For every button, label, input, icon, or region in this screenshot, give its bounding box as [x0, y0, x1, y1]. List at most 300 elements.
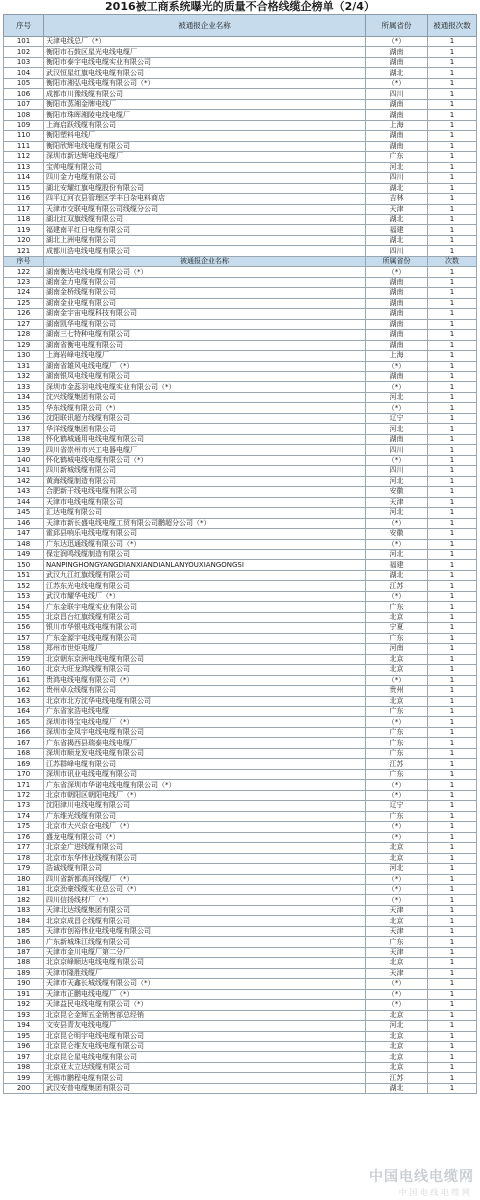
row-province: 湖北	[366, 183, 428, 193]
row-count: 1	[428, 790, 477, 800]
row-count: 1	[428, 832, 477, 842]
row-count: 1	[428, 665, 477, 675]
table-row	[4, 790, 477, 800]
row-company-name: 深圳市金凤宇电线电缆有限公司	[44, 727, 366, 737]
row-province: （*）	[366, 591, 428, 601]
row-count: 1	[428, 309, 477, 319]
row-number: 167	[4, 738, 44, 748]
row-company-name: 湖北红双旗线缆有限公司	[44, 214, 366, 224]
row-count: 1	[428, 131, 477, 141]
row-number: 200	[4, 1083, 44, 1093]
row-count: 1	[428, 225, 477, 235]
table-header-row	[4, 15, 477, 37]
row-number: 173	[4, 801, 44, 811]
row-province: 广东	[366, 811, 428, 821]
row-company-name: 天津电线总厂（*）	[44, 37, 366, 47]
row-province: 辽宁	[366, 413, 428, 423]
row-company-name: 武汉恒星红旗电线电缆有限公司	[44, 68, 366, 78]
row-company-name: 上海岩峰电线电缆厂	[44, 351, 366, 361]
row-count: 1	[428, 916, 477, 926]
row-company-name: 江苏群峰电缆有限公司	[44, 759, 366, 769]
row-province: 湖南	[366, 340, 428, 350]
row-province: 天津	[366, 926, 428, 936]
row-count: 1	[428, 1062, 477, 1072]
row-count: 1	[428, 37, 477, 47]
row-count: 1	[428, 1000, 477, 1010]
row-province: 辽宁	[366, 801, 428, 811]
row-company-name: 北京昆仑金辉五金销售部总经销	[44, 1010, 366, 1020]
row-count: 1	[428, 769, 477, 779]
row-number: 115	[4, 183, 44, 193]
row-number: 107	[4, 99, 44, 109]
row-province: 四川	[366, 445, 428, 455]
row-province: 湖南	[366, 434, 428, 444]
row-count: 1	[428, 319, 477, 329]
row-count: 1	[428, 884, 477, 894]
row-number: 156	[4, 623, 44, 633]
row-company-name: 怀化鹤城通用电线电缆有限公司	[44, 434, 366, 444]
row-number: 171	[4, 780, 44, 790]
row-province: （*）	[366, 37, 428, 47]
table-row	[4, 864, 477, 874]
row-company-name: 湖南凯华电缆有限公司	[44, 319, 366, 329]
row-count: 1	[428, 707, 477, 717]
row-province: 广东	[366, 769, 428, 779]
row-province: 河北	[366, 549, 428, 559]
row-number: 178	[4, 853, 44, 863]
table-row	[4, 288, 477, 298]
row-count: 1	[428, 424, 477, 434]
row-company-name: 天津北达线缆集团有限公司	[44, 905, 366, 915]
table-row	[4, 152, 477, 162]
table-row	[4, 413, 477, 423]
row-count: 1	[428, 340, 477, 350]
row-number: 157	[4, 633, 44, 643]
row-count: 1	[428, 1042, 477, 1052]
header-province: 所属省份	[366, 15, 428, 37]
row-province: 湖南	[366, 131, 428, 141]
row-company-name: 天津市天鑫长城线缆有限公司（*）	[44, 979, 366, 989]
row-number: 189	[4, 968, 44, 978]
row-number: 175	[4, 822, 44, 832]
table-row	[4, 884, 477, 894]
row-number: 153	[4, 591, 44, 601]
header-company: 被通报企业名称	[44, 15, 366, 37]
table-row	[4, 958, 477, 968]
row-number: 192	[4, 1000, 44, 1010]
row-company-name: 被通报企业名称	[44, 256, 366, 266]
row-count: 1	[428, 518, 477, 528]
row-company-name: 深圳市得宝电线电缆厂（*）	[44, 717, 366, 727]
row-province: （*）	[366, 267, 428, 277]
row-company-name: 深圳市顺龙发电线电缆有限公司	[44, 748, 366, 758]
row-count: 1	[428, 1083, 477, 1093]
table-row	[4, 1083, 477, 1093]
row-number: 161	[4, 675, 44, 685]
row-number: 196	[4, 1042, 44, 1052]
row-company-name: 天津市创裕伟业电线电缆有限公司	[44, 926, 366, 936]
table-row	[4, 1010, 477, 1020]
row-number: 141	[4, 466, 44, 476]
row-number: 174	[4, 811, 44, 821]
row-province: 湖北	[366, 235, 428, 245]
row-province: 所属省份	[366, 256, 428, 266]
table-row	[4, 68, 477, 78]
row-province: 湖南	[366, 288, 428, 298]
row-province: 湖南	[366, 99, 428, 109]
row-company-name: 湖南金力电缆有限公司	[44, 277, 366, 287]
table-row	[4, 727, 477, 737]
table-row	[4, 267, 477, 277]
row-company-name: 深圳市讯业电线电缆有限公司	[44, 769, 366, 779]
row-number: 145	[4, 508, 44, 518]
row-count: 1	[428, 298, 477, 308]
row-count: 1	[428, 968, 477, 978]
row-company-name: 广东省深圳市华诺电线电缆有限公司（*）	[44, 780, 366, 790]
row-number: 197	[4, 1052, 44, 1062]
row-number: 111	[4, 141, 44, 151]
row-province: 湖南	[366, 309, 428, 319]
row-province: 天津	[366, 968, 428, 978]
row-count: 1	[428, 696, 477, 706]
row-number: 134	[4, 392, 44, 402]
row-number: 159	[4, 654, 44, 664]
row-province: 湖南	[366, 47, 428, 57]
row-number: 142	[4, 476, 44, 486]
table-row	[4, 120, 477, 130]
row-number: 180	[4, 874, 44, 884]
row-count: 1	[428, 403, 477, 413]
table-row	[4, 518, 477, 528]
table-row	[4, 173, 477, 183]
row-number: 186	[4, 937, 44, 947]
table-row	[4, 382, 477, 392]
row-count: 1	[428, 843, 477, 853]
table-row	[4, 748, 477, 758]
table-row	[4, 319, 477, 329]
table-row	[4, 612, 477, 622]
row-province: 北京	[366, 1042, 428, 1052]
row-number: 162	[4, 686, 44, 696]
row-company-name: 北京市东华伟业线缆有限公司	[44, 853, 366, 863]
row-company-name: 霍邱县响乐电线电缆有限公司	[44, 529, 366, 539]
row-number: 169	[4, 759, 44, 769]
row-number: 163	[4, 696, 44, 706]
row-number: 121	[4, 246, 44, 256]
row-number: 152	[4, 581, 44, 591]
row-count: 1	[428, 570, 477, 580]
row-count: 1	[428, 591, 477, 601]
row-company-name: 湖南三七特种电缆有限公司	[44, 330, 366, 340]
row-province: （*）	[366, 78, 428, 88]
row-count: 1	[428, 549, 477, 559]
row-province: 四川	[366, 173, 428, 183]
row-province: （*）	[366, 1000, 428, 1010]
row-company-name: 衡阳市石鼓区星光电线电缆厂	[44, 47, 366, 57]
table-row	[4, 214, 477, 224]
row-province: 江苏	[366, 759, 428, 769]
row-province: 河南	[366, 644, 428, 654]
table-row	[4, 832, 477, 842]
row-province: （*）	[366, 361, 428, 371]
row-company-name: 天津市正鹏电线电缆厂（*）	[44, 989, 366, 999]
row-count: 次数	[428, 256, 477, 266]
row-province: 北京	[366, 916, 428, 926]
table-row	[4, 654, 477, 664]
row-number: 158	[4, 644, 44, 654]
table-row	[4, 47, 477, 57]
row-province: 天津	[366, 947, 428, 957]
table-row	[4, 162, 477, 172]
row-number: 184	[4, 916, 44, 926]
table-row	[4, 633, 477, 643]
row-count: 1	[428, 1031, 477, 1041]
row-number: 164	[4, 707, 44, 717]
row-company-name: 广东维光线缆有限公司	[44, 811, 366, 821]
table-row	[4, 759, 477, 769]
row-count: 1	[428, 361, 477, 371]
row-count: 1	[428, 644, 477, 654]
table-row	[4, 665, 477, 675]
row-number: 194	[4, 1021, 44, 1031]
row-province: 湖北	[366, 214, 428, 224]
table-row	[4, 1021, 477, 1031]
row-number: 138	[4, 434, 44, 444]
row-number: 190	[4, 979, 44, 989]
row-count: 1	[428, 759, 477, 769]
watermark-logo: 中国电线电缆网	[369, 1169, 474, 1185]
row-count: 1	[428, 581, 477, 591]
row-count: 1	[428, 277, 477, 287]
row-count: 1	[428, 162, 477, 172]
row-province: 湖南	[366, 372, 428, 382]
table-row	[4, 277, 477, 287]
row-number: 109	[4, 120, 44, 130]
table-row	[4, 246, 477, 256]
row-province: 北京	[366, 1010, 428, 1020]
row-count: 1	[428, 214, 477, 224]
row-province: 宁夏	[366, 623, 428, 633]
row-count: 1	[428, 110, 477, 120]
page-title: 2016被工商系统曝光的质量不合格线缆企榜单（2/4）	[105, 0, 375, 13]
row-company-name: 宝帅电缆有限公司	[44, 162, 366, 172]
row-company-name: 四川省崇州市兴工电器电缆厂	[44, 445, 366, 455]
row-number: 116	[4, 194, 44, 204]
row-number: 146	[4, 518, 44, 528]
table-row	[4, 309, 477, 319]
row-company-name: 四川省新都高河线缆厂（*）	[44, 874, 366, 884]
row-province: 广东	[366, 748, 428, 758]
row-province: 河北	[366, 508, 428, 518]
row-count: 1	[428, 937, 477, 947]
table-row	[4, 937, 477, 947]
row-count: 1	[428, 141, 477, 151]
row-number: 147	[4, 529, 44, 539]
company-table	[3, 14, 477, 1094]
table-row	[4, 508, 477, 518]
row-number: 101	[4, 37, 44, 47]
row-number: 172	[4, 790, 44, 800]
row-company-name: 深圳市金蕊羽电线电缆实业有限公司（*）	[44, 382, 366, 392]
table-row	[4, 968, 477, 978]
table-row	[4, 874, 477, 884]
row-number: 144	[4, 497, 44, 507]
row-number: 148	[4, 539, 44, 549]
table-row	[4, 989, 477, 999]
row-count: 1	[428, 895, 477, 905]
table-row	[4, 57, 477, 67]
table-row	[4, 487, 477, 497]
row-count: 1	[428, 822, 477, 832]
row-number: 133	[4, 382, 44, 392]
row-company-name: 湖南省衡电电缆有限公司	[44, 340, 366, 350]
table-row	[4, 372, 477, 382]
table-row	[4, 497, 477, 507]
row-number: 108	[4, 110, 44, 120]
row-company-name: 衡阳市泰宇电线电缆实业有限公司	[44, 57, 366, 67]
row-company-name: 衡阳市珠晖湘陵电线电缆厂	[44, 110, 366, 120]
row-province: （*）	[366, 989, 428, 999]
table-row	[4, 204, 477, 214]
table-row	[4, 822, 477, 832]
table-row	[4, 351, 477, 361]
table-row	[4, 78, 477, 88]
row-company-name: 成都市川豫线缆有限公司	[44, 89, 366, 99]
row-province: 河北	[366, 424, 428, 434]
row-province: 河北	[366, 162, 428, 172]
row-company-name: 浩诚线缆有限公司	[44, 864, 366, 874]
row-number: 179	[4, 864, 44, 874]
row-count: 1	[428, 717, 477, 727]
row-company-name: 北京大旺龙鸿线缆有限公司	[44, 665, 366, 675]
table-row	[4, 455, 477, 465]
row-count: 1	[428, 392, 477, 402]
row-company-name: 华东线缆有限公司（*）	[44, 403, 366, 413]
row-number: 199	[4, 1073, 44, 1083]
row-province: 四川	[366, 246, 428, 256]
table-row	[4, 89, 477, 99]
row-company-name: 北京昌台红旗线缆有限公司	[44, 612, 366, 622]
row-count: 1	[428, 120, 477, 130]
row-province: 河北	[366, 1021, 428, 1031]
row-number: 155	[4, 612, 44, 622]
row-count: 1	[428, 560, 477, 570]
row-province: 江苏	[366, 1073, 428, 1083]
row-number: 105	[4, 78, 44, 88]
row-province: 广东	[366, 152, 428, 162]
row-province: 湖北	[366, 570, 428, 580]
row-count: 1	[428, 979, 477, 989]
row-province: 北京	[366, 843, 428, 853]
row-number: 198	[4, 1062, 44, 1072]
table-row	[4, 926, 477, 936]
row-count: 1	[428, 602, 477, 612]
row-company-name: 汇达电缆有限公司	[44, 508, 366, 518]
row-count: 1	[428, 99, 477, 109]
row-count: 1	[428, 57, 477, 67]
table-row	[4, 110, 477, 120]
row-province: 广东	[366, 727, 428, 737]
table-row	[4, 707, 477, 717]
row-company-name: 北京昆仑明宇电线电缆有限公司	[44, 1031, 366, 1041]
row-number: 140	[4, 455, 44, 465]
row-count: 1	[428, 947, 477, 957]
row-province: 上海	[366, 120, 428, 130]
table-row	[4, 361, 477, 371]
row-company-name: 合肥新干线电线电缆有限公司	[44, 487, 366, 497]
row-company-name: 保定润鸣线缆制造有限公司	[44, 549, 366, 559]
row-province: 四川	[366, 89, 428, 99]
row-company-name: 四川新城线缆有限公司	[44, 466, 366, 476]
row-company-name: NANPINGHONGYANGDIANXIANDIANLANYOUXIANGONGSI	[44, 560, 366, 570]
row-number: 127	[4, 319, 44, 329]
row-company-name: 武汉安普电缆集团有限公司	[44, 1083, 366, 1093]
row-province: 湖北	[366, 68, 428, 78]
row-province: 江苏	[366, 581, 428, 591]
row-company-name: 盛龙电缆有限公司（*）	[44, 832, 366, 842]
row-count: 1	[428, 204, 477, 214]
row-number: 129	[4, 340, 44, 350]
row-number: 126	[4, 309, 44, 319]
row-province: 北京	[366, 958, 428, 968]
table-row	[4, 1073, 477, 1083]
row-company-name: 衡阳市湘弘电线电缆有限公司（*）	[44, 78, 366, 88]
row-count: 1	[428, 874, 477, 884]
row-province: （*）	[366, 832, 428, 842]
table-row	[4, 560, 477, 570]
table-row	[4, 539, 477, 549]
row-company-name: 北京朝东京洲电线电缆有限公司	[44, 654, 366, 664]
row-province: 北京	[366, 1062, 428, 1072]
row-province: （*）	[366, 518, 428, 528]
row-number: 181	[4, 884, 44, 894]
row-number: 130	[4, 351, 44, 361]
row-number: 188	[4, 958, 44, 968]
row-number: 191	[4, 989, 44, 999]
table-row	[4, 801, 477, 811]
row-count: 1	[428, 267, 477, 277]
row-number: 176	[4, 832, 44, 842]
row-company-name: 四川信扬线材厂（*）	[44, 895, 366, 905]
row-company-name: 北京昆仑维友电线电缆有限公司	[44, 1042, 366, 1052]
row-number: 118	[4, 214, 44, 224]
row-count: 1	[428, 497, 477, 507]
row-count: 1	[428, 1073, 477, 1083]
row-count: 1	[428, 958, 477, 968]
row-count: 1	[428, 853, 477, 863]
row-company-name: 广东省家浩电线电缆	[44, 707, 366, 717]
row-company-name: 四川金力电缆有限公司	[44, 173, 366, 183]
row-province: 福建	[366, 560, 428, 570]
row-count: 1	[428, 351, 477, 361]
row-company-name: 湖南金桥线缆有限公司	[44, 288, 366, 298]
table-row	[4, 675, 477, 685]
row-number: 136	[4, 413, 44, 423]
row-province: 北京	[366, 696, 428, 706]
table-row	[4, 947, 477, 957]
row-count: 1	[428, 89, 477, 99]
row-count: 1	[428, 173, 477, 183]
row-company-name: 广东金源宇电线电缆有限公司	[44, 633, 366, 643]
row-company-name: 贵州卓众线缆有限公司	[44, 686, 366, 696]
row-province: （*）	[366, 874, 428, 884]
table-row	[4, 529, 477, 539]
table-row	[4, 476, 477, 486]
watermark-subtext: 中 国 电 线 电 缆 网	[398, 1188, 470, 1197]
row-company-name: 银川市华银电线电缆有限公司	[44, 623, 366, 633]
table-row	[4, 581, 477, 591]
row-province: 安徽	[366, 487, 428, 497]
